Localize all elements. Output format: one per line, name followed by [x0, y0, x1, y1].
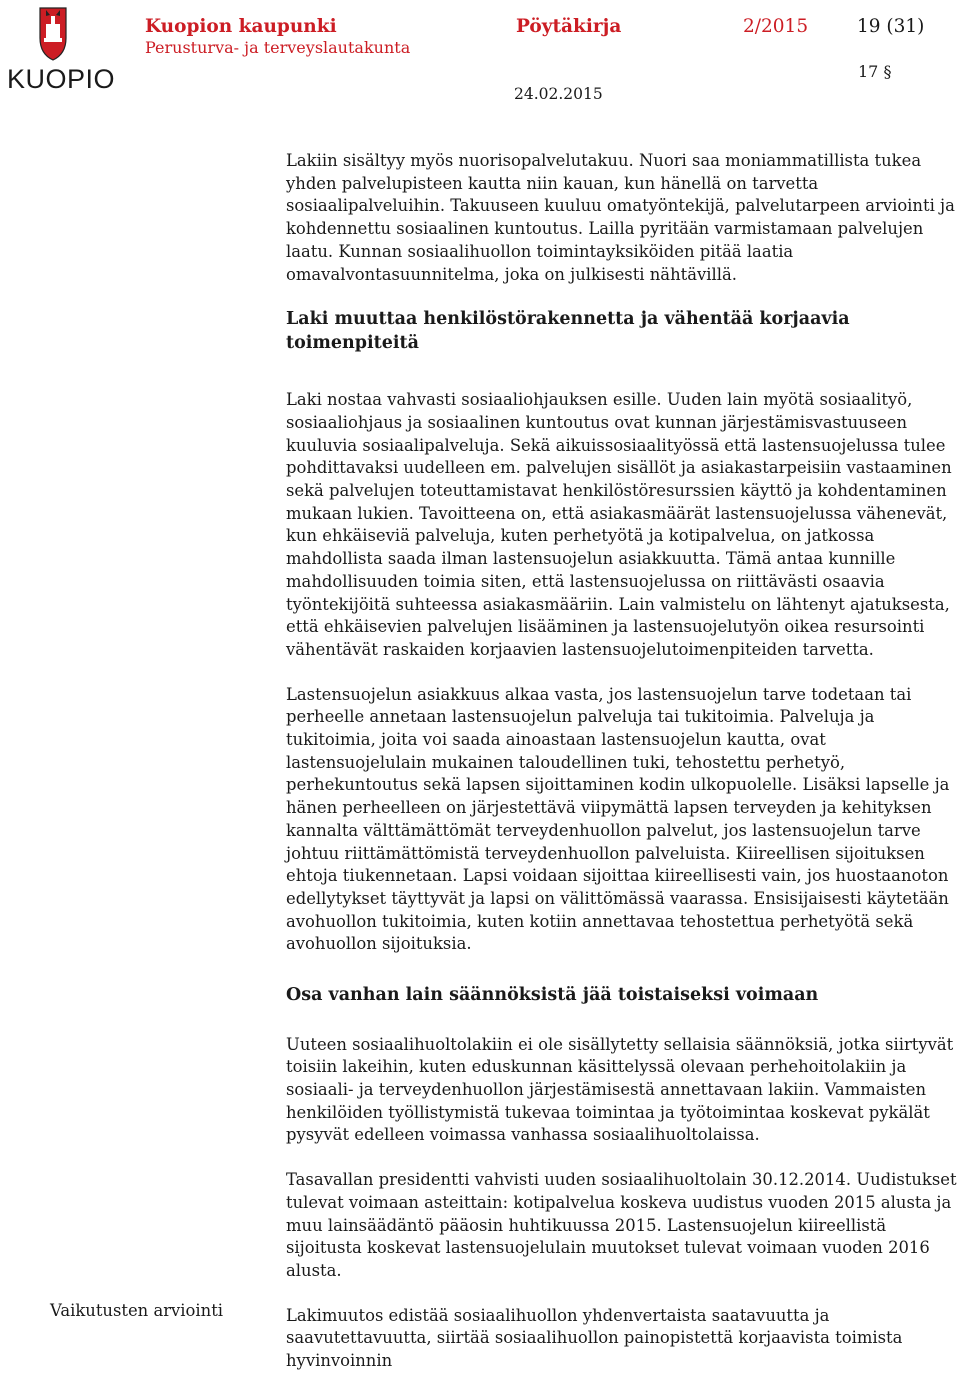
document-type: Pöytäkirja: [516, 16, 622, 37]
paragraph-impact: Lakimuutos edistää sosiaalihuollon yhdenvertaista saatavuutta ja saavutettavuutta, siirtää sosiaalihuollon painopistettä korjaavista toimista hyvinvoinnin: [286, 1305, 903, 1371]
section-heading-old-law: Osa vanhan lain säännöksistä jää toistaiseksi voimaan: [286, 985, 819, 1006]
document-body: [286, 150, 960, 1373]
kuopio-logo: [6, 4, 116, 94]
organization-name: Kuopion kaupunki: [145, 16, 337, 37]
logo-wordmark: KUOPIO: [7, 64, 116, 94]
impact-assessment-label: Vaikutusten arviointi: [50, 1301, 224, 1320]
paragraph-youth-guarantee: Lakiin sisältyy myös nuorisopalvelutakuu. Nuori saa moniammatillista tukea yhden palvelupisteen kautta niin kauan, kun hänellä on tarvetta sosiaalipalveluihin. Takuuseen kuuluu omatyöntekijä, palvelutarpeen arviointi ja kohdennettu sosiaalinen kuntoutus. Lailla pyritään varmistamaan palvelujen laatu. Kunnan sosiaalihuollon toimintayksiköiden pitää laatia omavalvontasuunnitelma, joka on julkisesti nähtävillä.: [286, 151, 955, 284]
paragraph-social-guidance: Laki nostaa vahvasti sosiaaliohjauksen esille. Uuden lain myötä sosiaalityö, sosiaaliohjaus ja sosiaalinen kuntoutus ovat kunnan järjestämisvastuuseen kuuluvia sosiaalipalveluja. Sekä aikuissosiaalityössä että lastensuojelussa tulee pohdittavaksi uudelleen em. palvelujen sisällöt ja asiakastarpeisiin vastaaminen sekä palvelujen toteuttamistavat henkilöstöresurssien käyttö ja kohdentaminen mukaan lukien. Tavoitteena on, että asiakasmäärät lastensuojelussa vähenevät, kun ehkäiseviä palveluja, kuten perhetyötä ja kotipalvelua, on jatkossa mahdollista saada ilman lastensuojelun asiakkuutta. Tämä antaa kunnille mahdollisuuden toimia siten, että lastensuojelussa on riittävästi osaavia työntekijöitä suhteessa asiakasmääriin. Lain valmistelu on lähtenyt ajatuksesta, että ehkäisevien palvelujen lisääminen ja lastensuojelutyön oikea resursointi vähentävät raskaiden korjaavien lastensuojelutoimenpiteiden tarvetta.: [286, 390, 952, 659]
section-number: 17 §: [858, 62, 892, 81]
document-number: 2/2015: [743, 16, 809, 37]
paragraph-enactment: Tasavallan presidentti vahvisti uuden sosiaalihuoltolain 30.12.2014. Uudistukset tulevat voimaan asteittain: kotipalvelua koskeva uudistus vuoden 2015 alusta ja muu lainsäädäntö pääosin huhtikuussa 2015. Lastensuojelun kiireellistä sijoitusta koskevat lastensuojelulain muutokset tulevat voimaan vuoden 2016 alusta.: [286, 1170, 957, 1280]
meeting-date: 24.02.2015: [514, 85, 603, 103]
board-name: Perusturva- ja terveyslautakunta: [145, 38, 411, 57]
page-number: 19 (31): [857, 16, 925, 37]
section-heading-staff: Laki muuttaa henkilöstörakennetta ja vähentää korjaavia toimenpiteitä: [286, 309, 850, 353]
paragraph-transferred-provisions: Uuteen sosiaalihuoltolakiin ei ole sisällytetty sellaisia säännöksiä, jotka siirtyvät toisiin lakeihin, kuten eduskunnan käsittelyssä olevaan perhehoitolakiin ja sosiaali- ja terveydenhuollon järjestämisestä annettavaan lakiin. Vammaisten henkilöiden työllistymistä tukevaa toimintaa ja työtoimintaa koskevat pykälät pysyvät edelleen voimassa vanhassa sosiaalihuoltolaissa.: [286, 1034, 954, 1145]
paragraph-child-welfare: Lastensuojelun asiakkuus alkaa vasta, jos lastensuojelun tarve todetaan tai perheelle annetaan lastensuojelun palveluja tai tukitoimia. Palveluja ja tukitoimia, joita voi saada ainoastaan lastensuojelun kautta, ovat lastensuojelulain mukainen taloudellinen tuki, tehostettu perhetyö, perhekuntoutus sekä lapsen sijoittaminen kodin ulkopuolelle. Lisäksi lapselle ja hänen perheelleen on järjestettävä viipymättä lapsen terveyden ja kehityksen kannalta välttämättömät terveydenhuollon palvelut, jos lastensuojelun tarve johtuu riittämättömistä terveydenhuollon palveluista. Kiireellisen sijoituksen ehtoja tiukennetaan. Lapsi voidaan sijoittaa kiireellisesti vain, jos huostaanoton edellytykset täyttyvät ja lapsi on välittömässä vaarassa. Ensisijaisesti käytetään avohuollon tukitoimia, kuten kotiin annettavaa tehostettua perhetyötä sekä avohuollon sijoituksia.: [286, 684, 950, 954]
coat-of-arms-icon: [40, 8, 66, 60]
